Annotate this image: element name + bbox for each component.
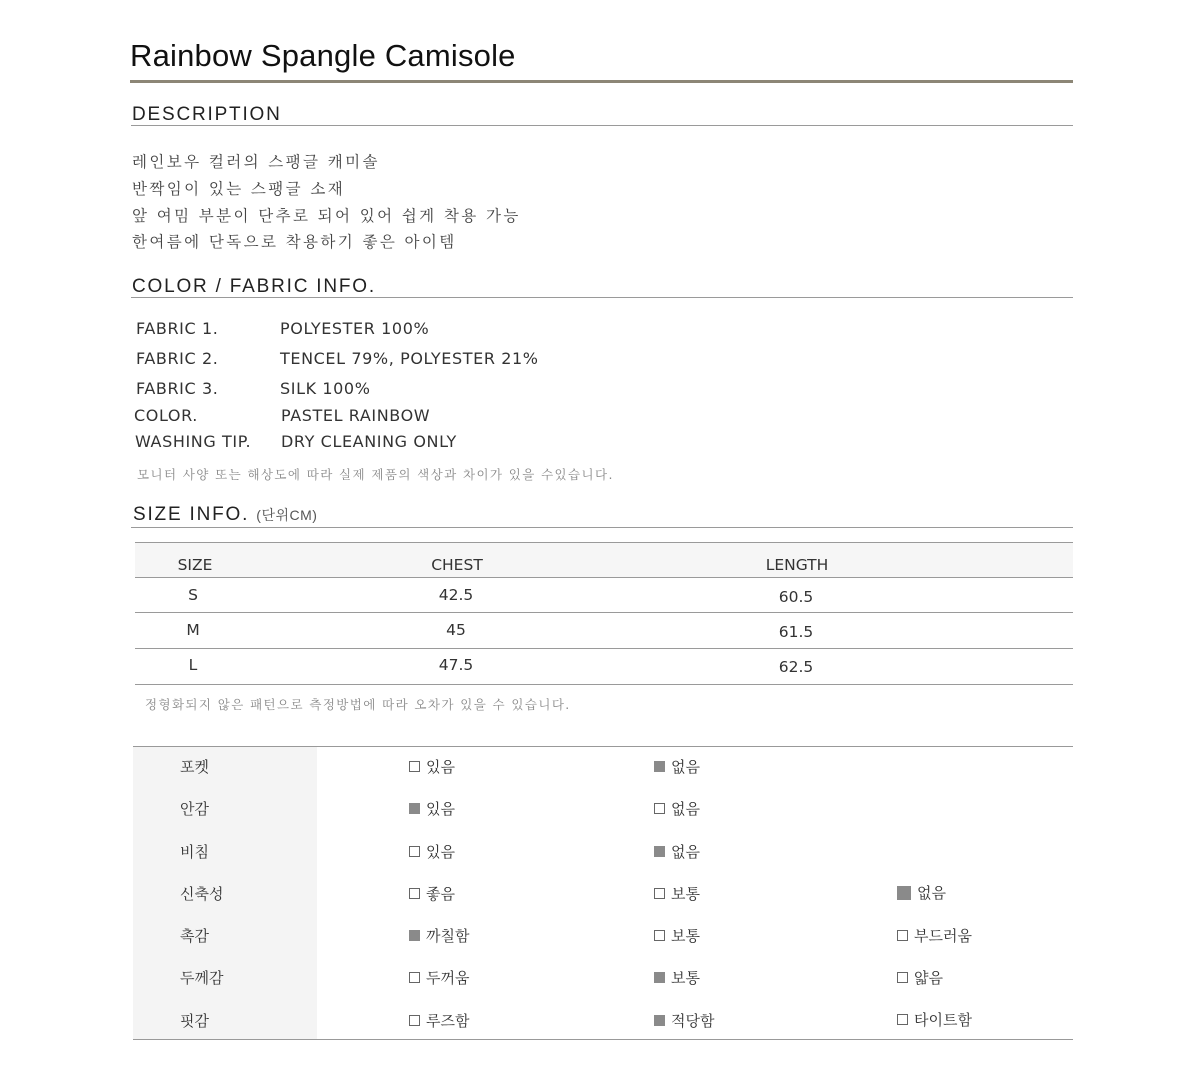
detail-option [654, 756, 700, 777]
size-table-header [135, 543, 1073, 578]
length-cell: 62.5 [778, 658, 814, 676]
detail-label-pocket: 포켓 [180, 758, 209, 776]
checkbox-unchecked [897, 1014, 908, 1025]
description-line: 앞 여밈 부분이 단추로 되어 있어 쉽게 착용 가능 [132, 207, 521, 225]
description-line: 한여름에 단독으로 착용하기 좋은 아이템 [132, 233, 457, 251]
option-label: 없음 [917, 884, 946, 902]
option-label: 있음 [426, 758, 455, 776]
size-note: 정형화되지 않은 패턴으로 측정방법에 따라 오차가 있을 수 있습니다. [145, 697, 571, 712]
checkbox-checked [409, 930, 420, 941]
fabric-label: FABRIC 2. [136, 349, 219, 368]
checkbox-unchecked [409, 761, 420, 772]
option-label: 보통 [671, 969, 700, 987]
chest-cell: 42.5 [438, 586, 474, 604]
fabric-value: TENCEL 79%, POLYESTER 21% [280, 349, 539, 368]
detail-option [409, 883, 455, 904]
size-cell: S [188, 586, 198, 604]
detail-option [654, 841, 700, 862]
option-label: 있음 [426, 800, 455, 818]
detail-label-touch: 촉감 [180, 927, 209, 945]
detail-label-fit: 핏감 [180, 1012, 209, 1030]
detail-label-lining: 안감 [180, 800, 209, 818]
detail-option [409, 967, 469, 988]
option-label: 얇음 [914, 969, 943, 987]
checkbox-checked [654, 1015, 665, 1026]
checkbox-unchecked [897, 930, 908, 941]
color-value: PASTEL RAINBOW [281, 406, 431, 425]
option-label: 까칠함 [426, 927, 470, 945]
size-heading-text: SIZE INFO. [133, 504, 250, 525]
detail-option [654, 925, 700, 946]
detail-option [409, 841, 455, 862]
length-cell: 61.5 [778, 623, 814, 641]
detail-option [409, 925, 469, 946]
option-label: 없음 [671, 843, 700, 861]
option-label: 루즈함 [426, 1012, 470, 1030]
size-table-line [135, 684, 1073, 685]
fabric-value: POLYESTER 100% [280, 319, 430, 338]
chest-cell: 45 [446, 621, 466, 639]
length-cell: 60.5 [778, 588, 814, 606]
size-table-line [135, 577, 1073, 578]
color-note: 모니터 사양 또는 해상도에 따라 실제 제품의 색상과 차이가 있을 수있습니다. [137, 467, 614, 482]
washing-value: DRY CLEANING ONLY [281, 432, 457, 451]
size-cell: M [186, 621, 200, 639]
detail-label-stretch: 신축성 [180, 885, 224, 903]
checkbox-checked [654, 761, 665, 772]
detail-option [654, 967, 700, 988]
detail-table-bottom [133, 1039, 1073, 1040]
detail-option [897, 882, 946, 903]
fabric-label: FABRIC 1. [136, 319, 219, 338]
detail-option [897, 967, 943, 988]
checkbox-unchecked [654, 888, 665, 899]
option-label: 보통 [671, 927, 700, 945]
checkbox-checked [654, 846, 665, 857]
description-divider [131, 125, 1073, 126]
detail-table-top [133, 746, 1073, 747]
detail-option [897, 925, 972, 946]
size-table-line [135, 542, 1073, 543]
size-divider [131, 527, 1073, 528]
size-cell: L [188, 656, 198, 674]
color-label: COLOR. [134, 406, 198, 425]
checkbox-checked [654, 972, 665, 983]
detail-option [409, 1010, 469, 1031]
chest-col-header: CHEST [431, 556, 483, 574]
product-title: Rainbow Spangle Camisole [130, 38, 516, 73]
title-divider [130, 80, 1073, 83]
fabric-heading: COLOR / FABRIC INFO. [132, 276, 376, 297]
length-col-header: LENGTH [765, 556, 829, 574]
checkbox-unchecked [409, 1015, 420, 1026]
checkbox-checked [897, 886, 911, 900]
size-table-line [135, 612, 1073, 613]
fabric-value: SILK 100% [280, 379, 371, 398]
description-line: 레인보우 컬러의 스팽글 캐미솔 [132, 153, 380, 171]
checkbox-unchecked [409, 846, 420, 857]
detail-label-sheerness: 비침 [180, 843, 209, 861]
detail-option [409, 798, 455, 819]
option-label: 보통 [671, 885, 700, 903]
size-col-header: SIZE [177, 556, 213, 574]
detail-option [897, 1009, 972, 1030]
checkbox-unchecked [409, 972, 420, 983]
detail-option [654, 883, 700, 904]
description-heading: DESCRIPTION [132, 104, 282, 125]
checkbox-unchecked [654, 930, 665, 941]
checkbox-unchecked [409, 888, 420, 899]
size-table-line [135, 648, 1073, 649]
size-heading [133, 504, 317, 526]
option-label: 없음 [671, 758, 700, 776]
checkbox-unchecked [897, 972, 908, 983]
option-label: 있음 [426, 843, 455, 861]
option-label: 적당함 [671, 1012, 715, 1030]
washing-label: WASHING TIP. [135, 432, 252, 451]
detail-option [654, 798, 700, 819]
detail-label-thickness: 두께감 [180, 969, 224, 987]
size-unit: (단위CM) [256, 507, 318, 523]
option-label: 좋음 [426, 885, 455, 903]
detail-option [654, 1010, 714, 1031]
fabric-label: FABRIC 3. [136, 379, 219, 398]
detail-option [409, 756, 455, 777]
option-label: 두꺼움 [426, 969, 470, 987]
checkbox-checked [409, 803, 420, 814]
option-label: 타이트함 [914, 1011, 972, 1029]
option-label: 부드러움 [914, 927, 972, 945]
option-label: 없음 [671, 800, 700, 818]
fabric-divider [131, 297, 1073, 298]
chest-cell: 47.5 [438, 656, 474, 674]
detail-label-column [133, 747, 317, 1039]
checkbox-unchecked [654, 803, 665, 814]
description-line: 반짝임이 있는 스팽글 소재 [132, 180, 346, 198]
